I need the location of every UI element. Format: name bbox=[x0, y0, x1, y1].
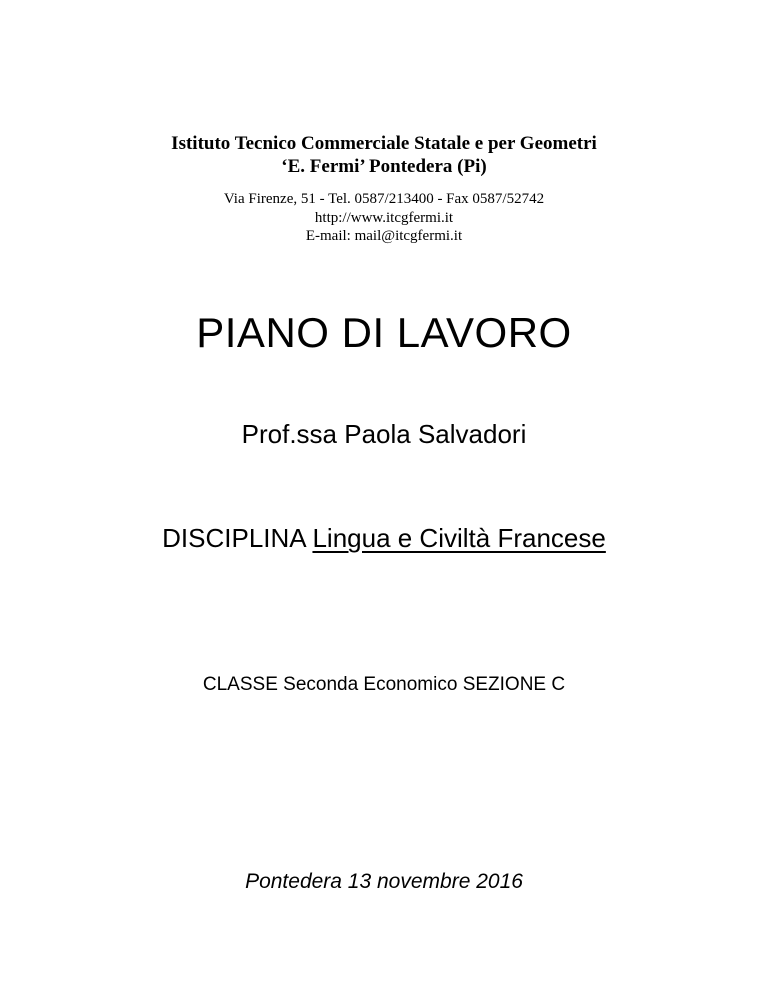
institute-address: Via Firenze, 51 - Tel. 0587/213400 - Fax 0587/52742 bbox=[223, 191, 545, 207]
teacher-name: Prof.ssa Paola Salvadori bbox=[241, 419, 527, 449]
subject-line bbox=[0, 521, 768, 555]
subject-label: DISCIPLINA bbox=[162, 523, 306, 553]
institute-name: Istituto Tecnico Commerciale Statale e per Geometri bbox=[171, 133, 597, 154]
document-title: PIANO DI LAVORO bbox=[196, 309, 572, 356]
institute-website: http://www.itcgfermi.it bbox=[314, 210, 454, 226]
class-line: CLASSE Seconda Economico SEZIONE C bbox=[202, 674, 566, 695]
date-line: Pontedera 13 novembre 2016 bbox=[245, 870, 523, 893]
institute-city: ‘E. Fermi’ Pontedera (Pi) bbox=[281, 156, 487, 177]
subject-value: Lingua e Civiltà Francese bbox=[312, 523, 606, 553]
institute-email: E-mail: mail@itcgfermi.it bbox=[305, 228, 463, 244]
